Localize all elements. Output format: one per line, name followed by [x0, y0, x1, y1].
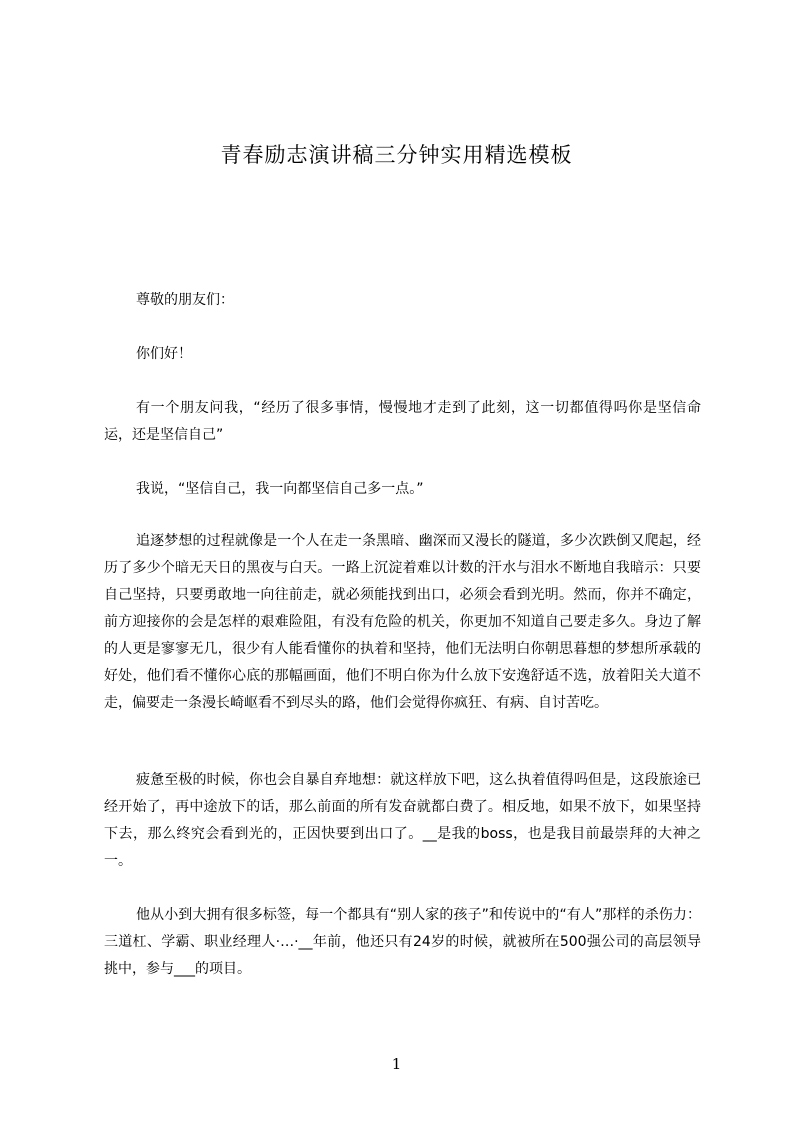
- paragraph-salutation: 尊敬的朋友们：: [136, 292, 234, 308]
- page-number: 1: [391, 1055, 402, 1073]
- paragraph-greeting: 你们好！: [136, 346, 192, 362]
- paragraph-question: 有一个朋友问我，“经历了很多事情，慢慢地才走到了此刻，这一切都值得吗你是坚信命运，还是坚信自己”: [104, 400, 701, 443]
- paragraph-labels: 他从小到大拥有很多标签，每一个都具有“别人家的孩子”和传说中的“有人”那样的杀伤力：三道杠、学霸、职业经理人·…·__年前，他还只有24岁的时候，就被所在500强公司的高层领导挑中，参与___的项目。: [104, 907, 701, 977]
- document-title: 青春励志演讲稿三分钟实用精选模板: [220, 143, 573, 167]
- paragraph-answer: 我说，“坚信自己，我一向都坚信自己多一点。”: [136, 481, 424, 497]
- paragraph-exhaustion: 疲惫至极的时候，你也会自暴自弃地想：就这样放下吧，这么执着值得吗但是，这段旅途已经开始了，再中途放下的话，那么前面的所有发奋就都白费了。相反地，如果不放下，如果坚持下去，那么终究会看到光的，正因快要到出口了。__是我的boss，也是我目前最崇拜的大神之一。: [104, 772, 701, 869]
- paragraph-dream-pursuit: 追逐梦想的过程就像是一个人在走一条黑暗、幽深而又漫长的隧道，多少次跌倒又爬起，经历了多少个暗无天日的黑夜与白天。一路上沉淀着难以计数的汗水与泪水不断地自我暗示：只要自己坚持，只要勇敢地一向往前走，就必须能找到出口，必须会看到光明。然而，你并不确定，前方迎接你的会是怎样的艰难险阻，有没有危险的机关，你更加不知道自己要走多久。身边了解的人更是寥寥无几，很少有人能看懂你的执着和坚持，他们无法明白你朝思暮想的梦想所承载的好处，他们看不懂你心底的那幅画面，他们不明白你为什么放下安逸舒适不选，放着阳关大道不走，偏要走一条漫长崎岖看不到尽头的路，他们会觉得你疯狂、有病、自讨苦吃。: [104, 533, 701, 711]
